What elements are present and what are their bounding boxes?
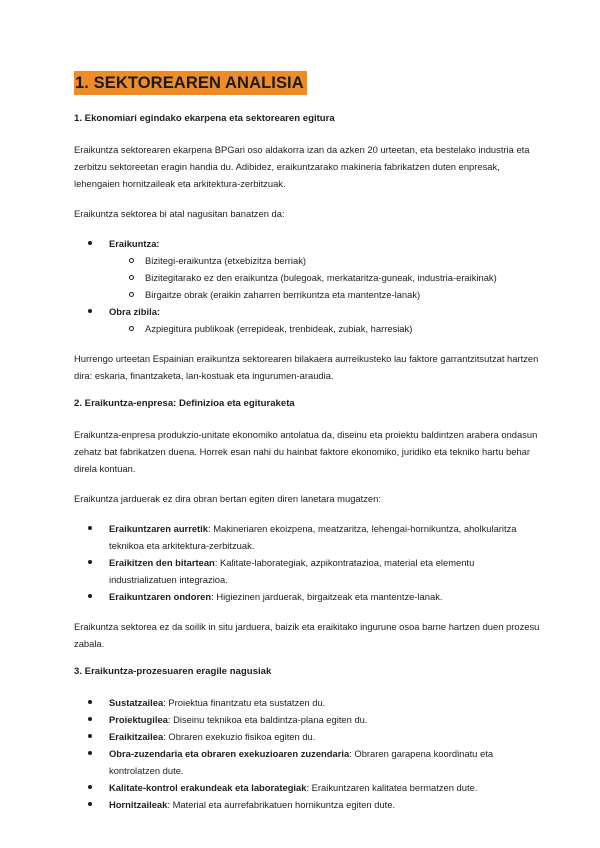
list-item: Bizitegitarako ez den eraikuntza (bulegoak, merkataritza-guneak, industria-eraikinak) bbox=[109, 269, 540, 286]
sublist bbox=[109, 252, 540, 303]
item-term: Sustatzailea bbox=[109, 697, 164, 708]
item-term: Eraikitzailea bbox=[109, 731, 164, 742]
list-item bbox=[74, 520, 540, 554]
page-title: 1. SEKTOREAREN ANALISIA bbox=[74, 71, 307, 95]
agents-list bbox=[74, 694, 540, 813]
item-term: Kalitate-kontrol erakundeak eta laborategiak bbox=[109, 782, 307, 793]
sector-parts-list bbox=[74, 235, 540, 337]
list-item bbox=[74, 235, 540, 303]
item-description: : Higiezinen jarduerak, birgaitzeak eta mantentze-lanak. bbox=[211, 591, 443, 602]
list-item bbox=[74, 694, 540, 711]
item-term: Eraikuntzaren ondoren bbox=[109, 591, 212, 602]
section2-paragraph-2: Eraikuntza jarduerak ez dira obran bertan egiten diren lanetara mugatzen: bbox=[74, 493, 381, 504]
item-description: : Material eta aurrefabrikatuen hornikuntza egiten dute. bbox=[167, 799, 396, 810]
item-description: : Obraren exekuzio fisikoa egiten du. bbox=[163, 731, 316, 742]
section1-paragraph-2: Eraikuntza sektorea bi atal nagusitan banatzen da: bbox=[74, 208, 285, 219]
item-description: : Kalitate-laborategiak, azpikontratazioa, material eta elementu industrializatuen integrazioa. bbox=[109, 557, 475, 585]
sublist bbox=[109, 320, 540, 337]
item-term: Obra-zuzendaria eta obraren exekuzioaren zuzendaria bbox=[109, 748, 350, 759]
list-item: Bizitegi-eraikuntza (etxebizitza berriak) bbox=[109, 252, 540, 269]
item-term: Hornitzaileak bbox=[109, 799, 168, 810]
group-label: Obra zibila: bbox=[109, 306, 161, 317]
list-item bbox=[74, 745, 540, 779]
list-item bbox=[74, 796, 540, 813]
item-description: : Makineriaren ekoizpena, meatzaritza, lehengai-hornikuntza, aholkularitza teknikoa eta arkitektura-zerbitzuak. bbox=[109, 523, 517, 551]
list-item bbox=[74, 554, 540, 588]
list-item bbox=[74, 303, 540, 337]
section2-paragraph-1: Eraikuntza-enpresa produkzio-unitate ekonomiko antolatua da, diseinu eta proiektu baldintzen arabera ondasun zehatz bat fabrikatzen duena. Horrek esan nahi du hainbat faktore ekonomiko, juridiko eta tekniko hartu behar direla kontuan. bbox=[74, 429, 538, 474]
list-item bbox=[74, 728, 540, 745]
section1-paragraph-3: Hurrengo urteetan Espainian eraikuntza sektorearen bilakaera aurreikusteko lau faktore garrantzitsutzat hartzen dira: eskaria, finantzaketa, lan-kostuak eta ingurumen-araudia. bbox=[74, 353, 539, 381]
item-description: : Eraikuntzaren kalitatea bermatzen dute. bbox=[306, 782, 478, 793]
group-label: Eraikuntza: bbox=[109, 238, 160, 249]
item-description: : Obraren garapena koordinatu eta kontrolatzen dute. bbox=[109, 748, 494, 776]
item-term: Proiektugilea bbox=[109, 714, 168, 725]
list-item bbox=[74, 711, 540, 728]
list-item: Birgaitze obrak (eraikin zaharren berrikuntza eta mantentze-lanak) bbox=[109, 286, 540, 303]
activities-list bbox=[74, 520, 540, 605]
list-item: Azpiegitura publikoak (errepideak, trenbideak, zubiak, harresiak) bbox=[109, 320, 540, 337]
section1-heading: 1. Ekonomiari egindako ekarpena eta sektorearen egitura bbox=[74, 113, 335, 124]
item-term: Eraikuntzaren aurretik bbox=[109, 523, 208, 534]
section3-heading: 3. Eraikuntza-prozesuaren eragile nagusiak bbox=[74, 666, 272, 677]
section2-paragraph-3: Eraikuntza sektorea ez da soilik in situ jarduera, baizik eta eraikitako ingurune osoa barne hartzen duen prozesu zabala. bbox=[74, 621, 540, 649]
section1-paragraph-1: Eraikuntza sektorearen ekarpena BPGari oso aldakorra izan da azken 20 urteetan, eta bestelako industria eta zerbitzu sektoreetan eragin handia du. Adibidez, eraikuntzarako makineria fabrikatzen duten enpresak, lehengaien hornitzaileak eta arkitektura-zerbitzuak. bbox=[74, 144, 530, 189]
item-term: Eraikitzen den bitartean bbox=[109, 557, 215, 568]
item-description: : Diseinu teknikoa eta baldintza-plana egiten du. bbox=[167, 714, 368, 725]
list-item bbox=[74, 779, 540, 796]
item-description: : Proiektua finantzatu eta sustatzen du. bbox=[163, 697, 326, 708]
list-item bbox=[74, 588, 540, 605]
section2-heading: 2. Eraikuntza-enpresa: Definizioa eta egituraketa bbox=[74, 398, 295, 409]
